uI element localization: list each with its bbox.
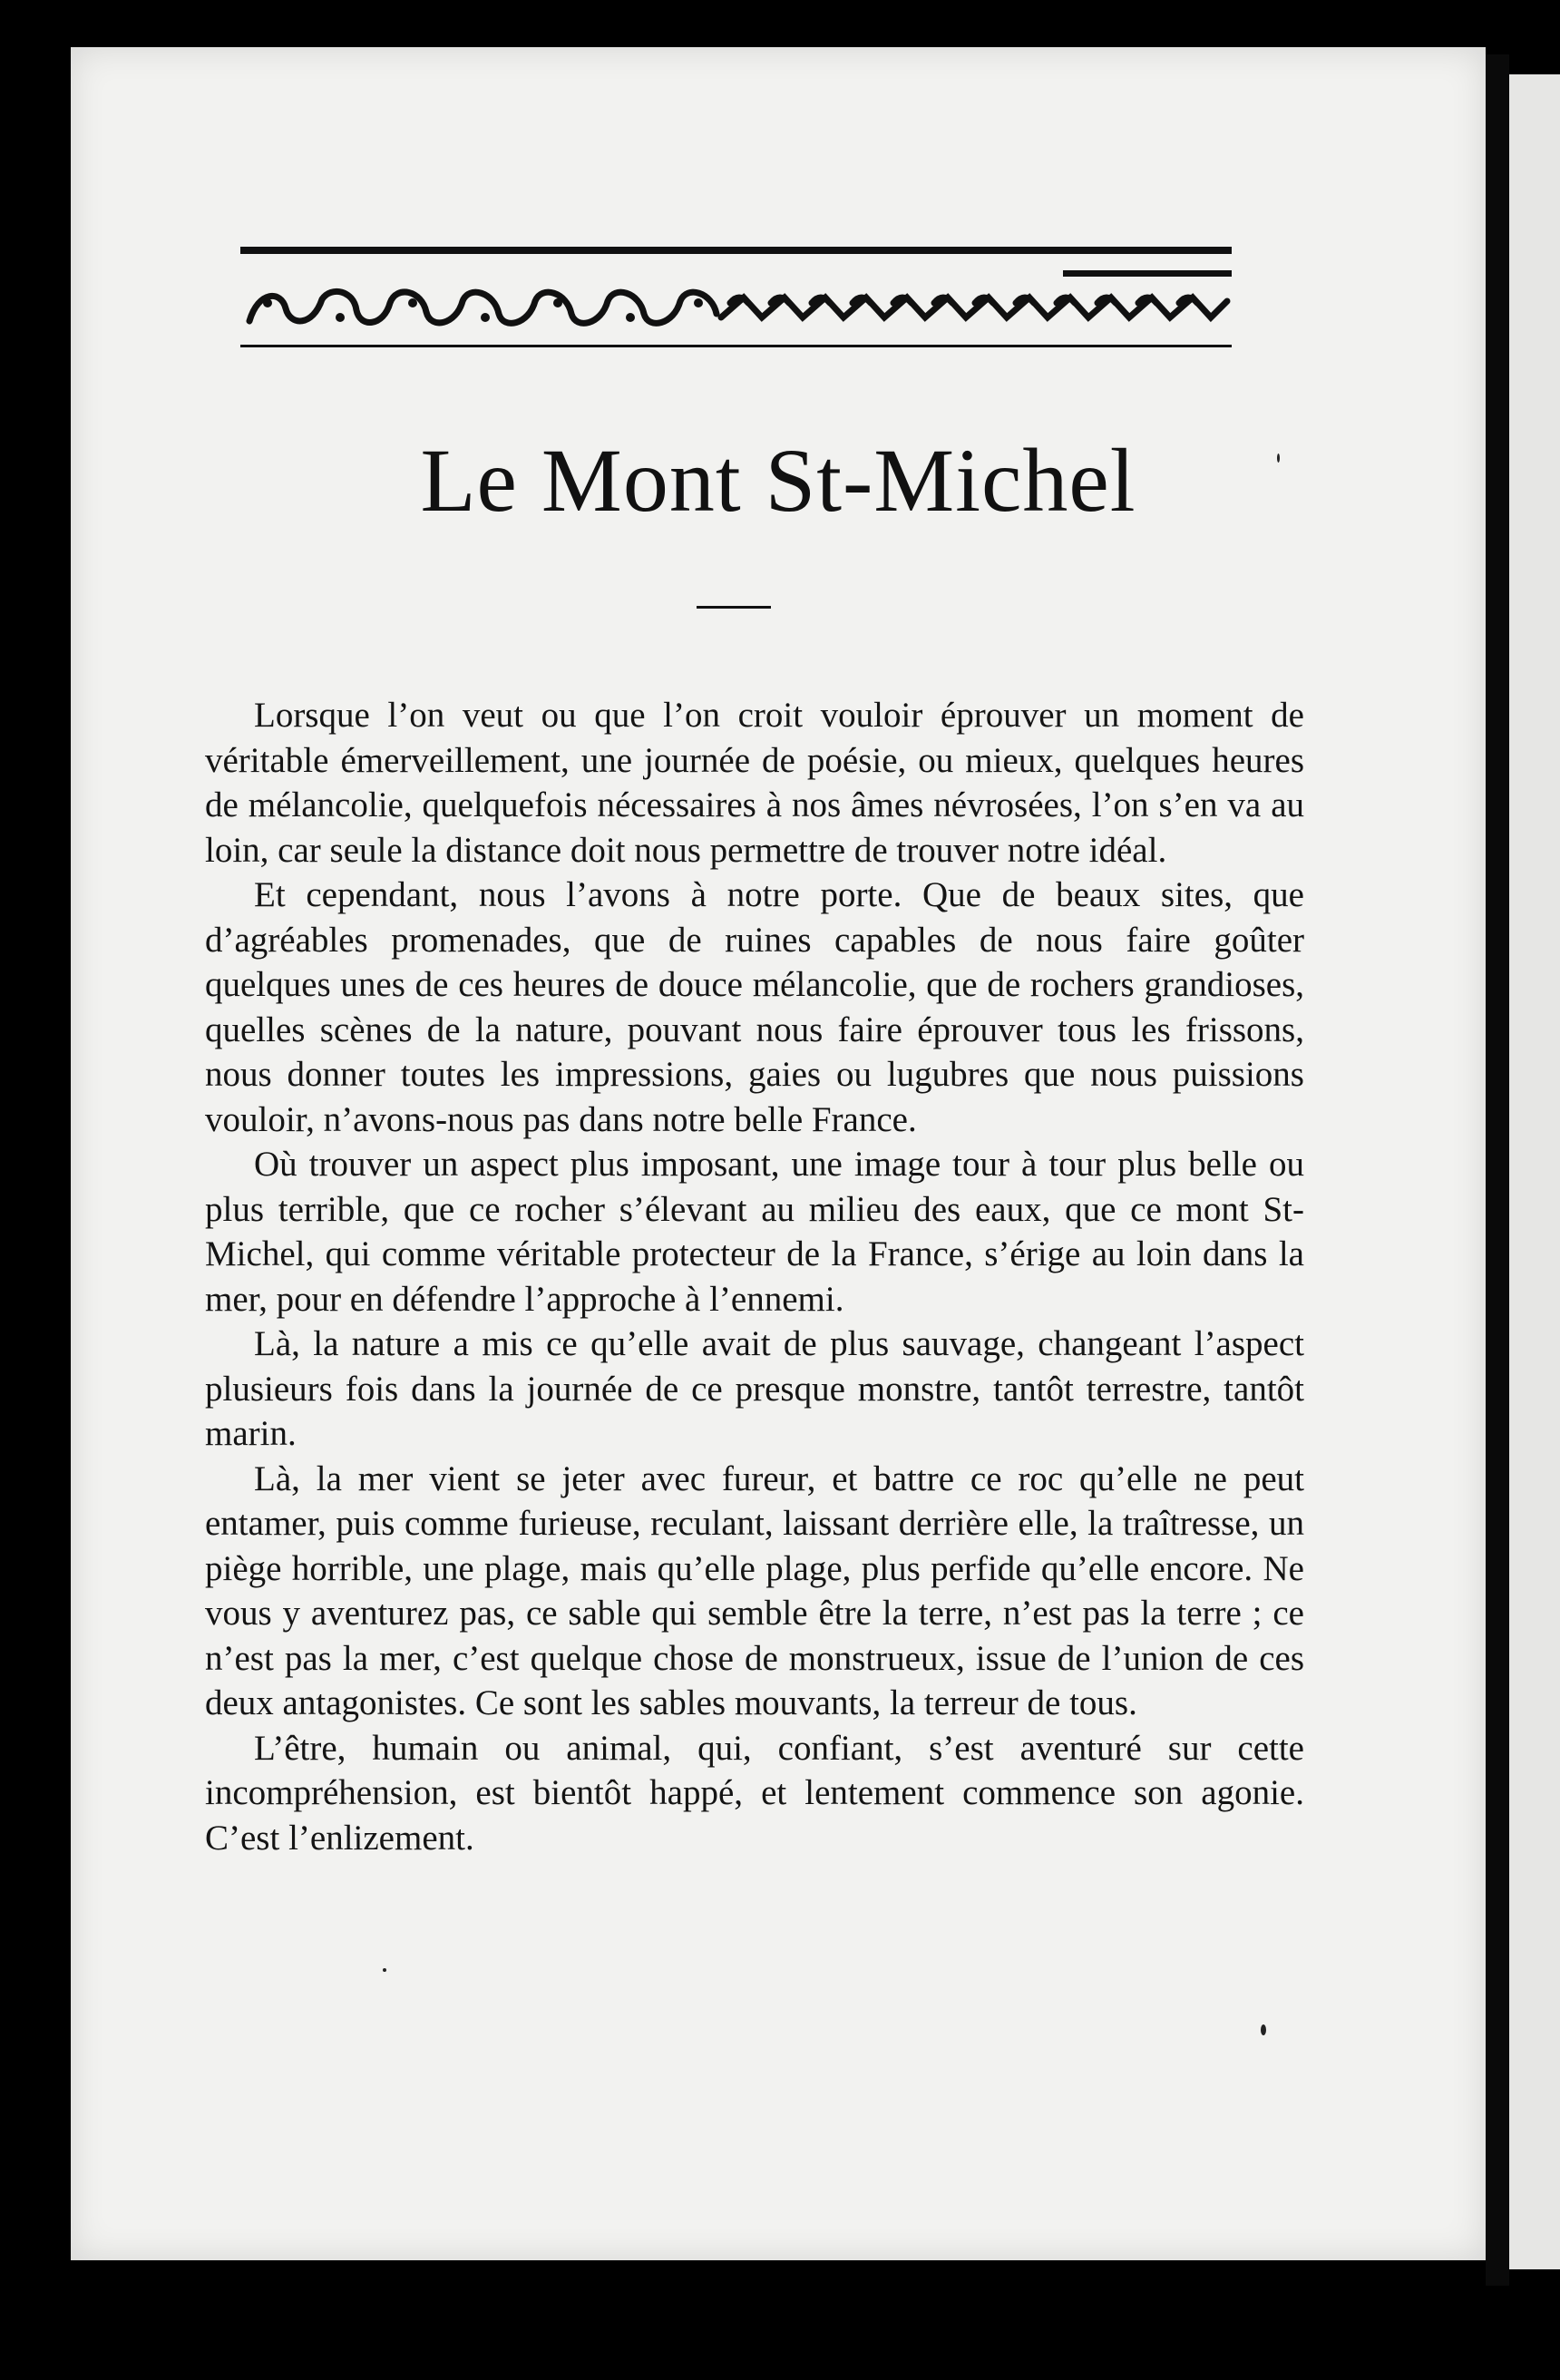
paragraph: Là, la nature a mis ce qu’elle avait de plus sauvage, changeant l’aspect plusieurs fois dans la journée de ce presque monstre, tantôt terrestre, tantôt marin. xyxy=(205,1324,1304,1453)
paragraph: Là, la mer vient se jeter avec fureur, et battre ce roc qu’elle ne peut entamer, puis comme furieuse, reculant, laissant derrière elle, la traîtresse, un piège horrible, une plage, mais qu’elle plage, plus perfide qu’elle encore. Ne vous y aventurez pas, ce sable qui semble être la terre, n’est pas la terre ; ce n’est pas la mer, c’est quelque chose de monstrueux, issue de l’union de ces deux antagonistes. Ce sont les sables mouvants, la terreur de tous. xyxy=(205,1458,1304,1722)
decorative-scroll-border-icon xyxy=(240,281,1232,339)
paragraph: L’être, humain ou animal, qui, confiant, s’est aventuré sur cette incompréhension, est bientôt happé, et lentement commence son agonie. C’est l’enlizement. xyxy=(205,1728,1304,1858)
scan-speck xyxy=(1261,2024,1266,2035)
paragraph: Lorsque l’on veut ou que l’on croit vouloir éprouver un moment de véritable émerveillement, une journée de poésie, ou mieux, quelques heures de mélancolie, quelquefois nécessaires à nos âmes névrosées, l’on s’en va au loin, car seule la distance doit nous permettre de trouver notre idéal. xyxy=(205,696,1304,870)
title-separator xyxy=(697,606,771,609)
header-rule-top-secondary xyxy=(1063,270,1232,277)
header-rule-top xyxy=(240,247,1232,254)
page-gutter xyxy=(1486,54,1509,2286)
paragraph: Et cependant, nous l’avons à notre porte. Que de beaux sites, que d’agréables promenades, que de ruines capables de nous faire goûter quelques unes de ces heures de douce mélancolie, que de rochers grandioses, quelles scènes de la nature, pouvant nous faire éprouver tous les frissons, nous donner toutes les impressions, gaies ou lugubres que nous puissions vouloir, n’avons-nous pas dans notre belle France. xyxy=(205,875,1304,1139)
page-content xyxy=(71,47,1486,2260)
paragraph: Où trouver un aspect plus imposant, une image tour à tour plus belle ou plus terrible, que ce rocher s’élevant au milieu des eaux, que ce mont St-Michel, qui comme véritable protecteur de la France, s’érige au loin dans la mer, pour en défendre l’approche à l’ennemi. xyxy=(205,1145,1304,1319)
book-page xyxy=(71,47,1486,2260)
article-body xyxy=(205,693,1304,1860)
adjacent-page-edge xyxy=(1509,74,1560,2269)
scan-speck xyxy=(383,1968,386,1972)
page-title: Le Mont St-Michel xyxy=(420,430,1136,531)
header-rule-bottom xyxy=(240,345,1232,347)
scan-speck xyxy=(1277,454,1280,463)
